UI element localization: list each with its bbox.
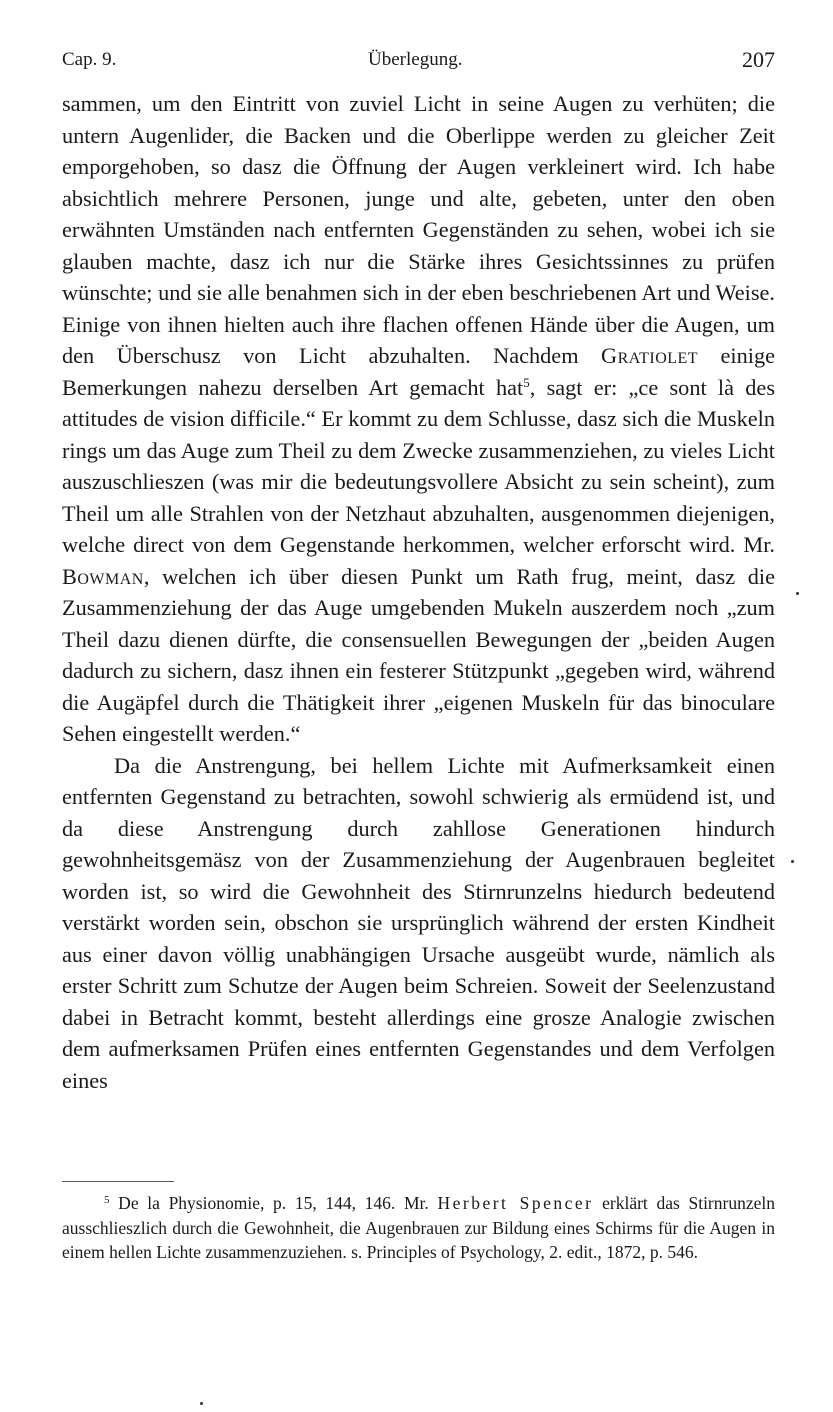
author-name-gratiolet: Gratiolet — [601, 343, 699, 368]
page-number: 207 — [742, 47, 775, 72]
paragraph-1 — [62, 88, 775, 750]
footnote-reference: 5 — [523, 374, 530, 390]
paragraph-1-text-c: , sagt er: „ce sont là des attitudes de vision difficile.“ Er kommt zu dem Schlusse, dasz sich die Muskeln rings um das Auge zum Theil zu dem Zwecke zusammenziehen, zu vieles Licht auszuschlieszen (was mir die bedeutungsvollere Absicht zu sein scheint), zum Theil um alle Strahlen von der Netzhaut abzuhalten, ausgenommen diejenigen, welche direct von dem Gegenstande herkommen, welcher erforscht wird. Mr. — [62, 374, 776, 557]
footnote-mark: 5 — [104, 1194, 110, 1206]
running-title: Überlegung. — [368, 49, 463, 70]
chapter-label: Cap. 9. — [62, 49, 117, 70]
print-speck — [791, 860, 794, 863]
footnote-text-b: erklärt das Stirnrunzeln ausschlieszlich durch die Gewohnheit, die Augenbrauen zur Bildung eines Schirms für die Augen in einem hellen Lichte zusammenzuziehen. s. Principles of Psychology, 2. edit., 1872, p. 546. — [62, 1193, 775, 1262]
paragraph-1-text-b: einige Bemerkungen nahezu derselben Art gemacht hat — [62, 343, 776, 400]
print-speck — [200, 1402, 203, 1405]
author-name-bowman: Bowman — [62, 563, 144, 589]
footnote-rule — [62, 1181, 174, 1182]
footnote-text-a: De la Physionomie, p. 15, 144, 146. Mr. — [109, 1193, 438, 1213]
footnote-5 — [62, 1191, 775, 1265]
running-header — [62, 46, 775, 80]
print-speck — [796, 592, 799, 595]
paragraph-1-text-d: , welchen ich über diesen Punkt um Rath frug, meint, dasz die Zusammenziehung der das Auge umgebenden Mukeln auszerdem noch „zum Theil dazu dienen dürfte, die consensuellen Bewegungen der „beiden Augen dadurch zu sichern, dasz ihnen ein festerer Stützpunkt „gegeben wird, während die Augäpfel durch die Thätigkeit ihrer „eigenen Muskeln für das binoculare Sehen eingestellt werden.“ — [62, 563, 775, 746]
main-text — [62, 88, 775, 1096]
author-name-spencer: Herbert Spencer — [437, 1193, 594, 1213]
paragraph-1-text-a: sammen, um den Eintritt von zuviel Licht in seine Augen zu verhüten; die untern Augenlider, die Backen und die Oberlippe werden zu gleicher Zeit emporgehoben, so dasz die Öffnung der Augen verkleinert wird. Ich habe absichtlich mehrere Personen, junge und alte, gebeten, unter den oben erwähnten Umständen nach entfernten Gegenständen zu sehen, wobei ich sie glauben machte, dasz ich nur die Stärke ihres Gesichtssinnes zu prüfen wünschte; und sie alle benahmen sich in der eben beschriebenen Art und Weise. Einige von ihnen hielten auch ihre flachen offenen Hände über die Augen, um den Überschusz von Licht abzuhalten. Nachdem — [62, 91, 775, 368]
paragraph-2: Da die Anstrengung, bei hellem Lichte mit Aufmerksamkeit einen entfernten Gegenstand zu betrachten, sowohl schwierig als ermüdend ist, und da diese Anstrengung durch zahllose Generationen hindurch gewohnheitsgemäsz von der Zusammenziehung der Augenbrauen begleitet worden ist, so wird die Gewohnheit des Stirnrunzelns hiedurch bedeutend verstärkt worden sein, obschon sie ursprünglich während der ersten Kindheit aus einer davon völlig unabhängigen Ursache ausgeübt wurde, nämlich als erster Schritt zum Schutze der Augen beim Schreien. Soweit der Seelenzustand dabei in Betracht kommt, besteht allerdings eine grosze Analogie zwischen dem aufmerksamen Prüfen eines entfernten Gegenstandes und dem Verfolgen eines — [62, 752, 775, 1093]
